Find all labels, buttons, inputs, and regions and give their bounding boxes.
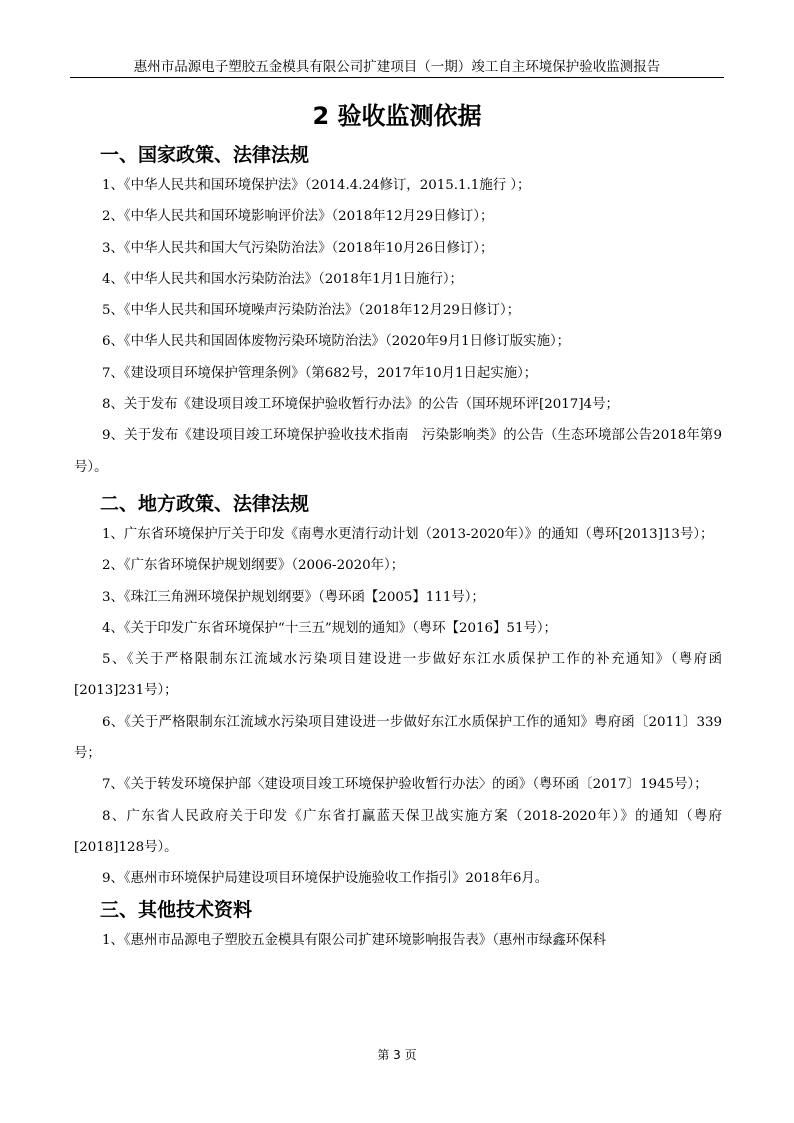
list-item: 3、《中华人民共和国大气污染防治法》（2018年10月26日修订）； — [102, 240, 494, 256]
page-number: 第 3 页 — [377, 1048, 417, 1062]
section-heading-technical: 三、其他技术资料 — [100, 898, 253, 921]
section-heading-local: 二、地方政策、法律法规 — [100, 492, 310, 515]
list-item: 1、《中华人民共和国环境保护法》（2014.4.24修订，2015.1.1施行 ）； — [102, 178, 531, 193]
list-item: 7、《关于转发环境保护部〈建设项目竣工环境保护验收暂行办法〉的函》（粤环函〔2017〕1945号）； — [102, 777, 708, 793]
list-item: 2、《中华人民共和国环境影响评价法》（2018年12月29日修订）； — [102, 209, 494, 225]
list-item: 1、广东省环境保护厅关于印发《南粤水更清行动计划（2013-2020年）》的通知（粤环[2013]13号）； — [102, 526, 714, 542]
document-body — [74, 140, 722, 956]
list-item: 8、广东省人民政府关于印发《广东省打赢蓝天保卫战实施方案（2018-2020年）》的通知（粤府[2018]128号）。 — [74, 808, 722, 855]
list-item: 3、《珠江三角洲环境保护规划纲要》（粤环函【2005】111号）； — [102, 589, 485, 605]
list-item: 7、《建设项目环境保护管理条例》（第682号，2017年10月1日起实施）； — [102, 365, 538, 381]
list-item: 8、关于发布《建设项目竣工环境保护验收暂行办法》的公告（国环规环评[2017]4号； — [102, 397, 619, 413]
header-divider — [70, 77, 724, 78]
list-item: 2、《广东省环境保护规划纲要》（2006-2020年）； — [102, 558, 405, 574]
list-item: 1、《惠州市品源电子塑胶五金模具有限公司扩建环境影响报告表》（惠州市绿鑫环保科 — [102, 932, 606, 948]
list-item: 6、《关于严格限制东江流域水污染项目建设进一步做好东江水质保护工作的通知》粤府函〔2011〕339号； — [74, 714, 722, 762]
running-header: 惠州市品源电子塑胶五金模具有限公司扩建项目（一期）竣工自主环境保护验收监测报告 — [133, 59, 661, 75]
list-item: 5、《中华人民共和国环境噪声污染防治法》（2018年12月29日修订）； — [102, 303, 521, 319]
list-item: 9、《惠州市环境保护局建设项目环境保护设施验收工作指引》2018年6月。 — [102, 871, 549, 887]
chapter-title: 2 验收监测依据 — [312, 102, 482, 130]
list-item: 4、《关于印发广东省环境保护“十三五”规划的通知》（粤环【2016】51号）； — [102, 620, 557, 636]
list-item: 5、《关于严格限制东江流域水污染项目建设进一步做好东江水质保护工作的补充通知》（粤府函[2013]231号）； — [74, 652, 722, 699]
list-item: 9、关于发布《建设项目竣工环境保护验收技术指南 污染影响类》的公告（生态环境部公告2018年第9号）。 — [74, 428, 722, 475]
list-item: 6、《中华人民共和国固体废物污染环境防治法》（2020年9月1日修订版实施）； — [102, 334, 571, 350]
list-item: 4、《中华人民共和国水污染防治法》（2018年1月1日施行）； — [102, 271, 463, 287]
section-heading-national: 一、国家政策、法律法规 — [100, 144, 310, 166]
